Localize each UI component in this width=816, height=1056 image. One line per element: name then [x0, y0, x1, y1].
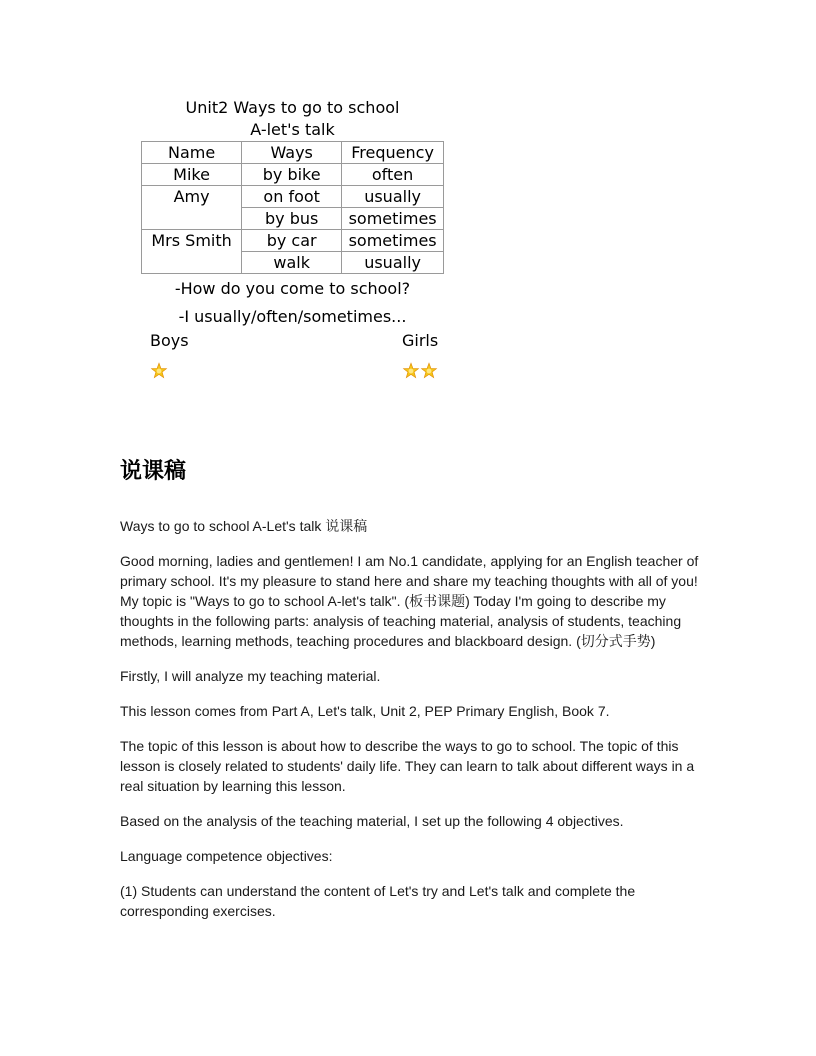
paragraph: (1) Students can understand the content of Let's try and Let's talk and complete the corresponding exercises. [120, 883, 636, 919]
cell-name: Mrs Smith [142, 230, 242, 274]
paragraph: Ways to go to school A-Let's talk 说课稿 [120, 518, 368, 534]
paragraph: Based on the analysis of the teaching material, I set up the following 4 objectives. [120, 813, 624, 829]
cell-frequency: usually [342, 252, 444, 274]
cell-frequency: sometimes [342, 208, 444, 230]
paragraph: Firstly, I will analyze my teaching material. [120, 668, 381, 684]
cell-frequency: sometimes [342, 230, 444, 252]
dialog-question: -How do you come to school? [174, 279, 411, 298]
table-row [142, 186, 444, 208]
star-icon [402, 362, 420, 380]
blackboard-design [140, 96, 445, 391]
star-icon [420, 362, 438, 380]
header-ways: Ways [242, 142, 342, 164]
ways-table [141, 141, 444, 274]
table-row [142, 164, 444, 186]
cell-way: by bike [242, 164, 342, 186]
header-frequency: Frequency [342, 142, 444, 164]
cell-way: on foot [242, 186, 342, 208]
paragraph: This lesson comes from Part A, Let's talk, Unit 2, PEP Primary English, Book 7. [120, 703, 610, 719]
board-subtitle: A-let's talk [250, 120, 335, 139]
table-header-row [142, 142, 444, 164]
cell-way: by car [242, 230, 342, 252]
cell-frequency: often [342, 164, 444, 186]
boys-label: Boys [150, 331, 189, 350]
cell-way: walk [242, 252, 342, 274]
paragraph: Good morning, ladies and gentlemen! I am No.1 candidate, applying for an English teacher of primary school. It's my pleasure to stand here and share my teaching thoughts with all of you! My topic is "Ways to go to school A-let's talk". (板书课题) Today I'm going to describe my thoughts in the following parts: analysis of teaching material, analysis of students, teaching methods, learning methods, teaching procedures and blackboard design. (切分式手势) [120, 553, 699, 649]
team-scores [140, 331, 445, 391]
cell-way: by bus [242, 208, 342, 230]
paragraph: The topic of this lesson is about how to describe the ways to go to school. The topic of this lesson is closely related to students' daily life. They can learn to talk about different ways in a real situation by learning this lesson. [120, 738, 695, 794]
header-name: Name [142, 142, 242, 164]
essay-heading: 说课稿 [120, 459, 187, 484]
girls-star-row [402, 362, 438, 384]
star-icon [150, 362, 168, 380]
boys-star-row [150, 362, 189, 384]
paragraph: Language competence objectives: [120, 848, 333, 864]
team-boys [150, 331, 189, 384]
girls-label: Girls [402, 331, 439, 350]
team-girls [402, 331, 438, 384]
dialog-answer: -I usually/often/sometimes... [178, 307, 407, 326]
board-title: Unit2 Ways to go to school [185, 98, 400, 117]
cell-name: Amy [142, 186, 242, 230]
lecture-script [120, 456, 700, 936]
table-row [142, 230, 444, 252]
cell-frequency: usually [342, 186, 444, 208]
cell-name: Mike [142, 164, 242, 186]
